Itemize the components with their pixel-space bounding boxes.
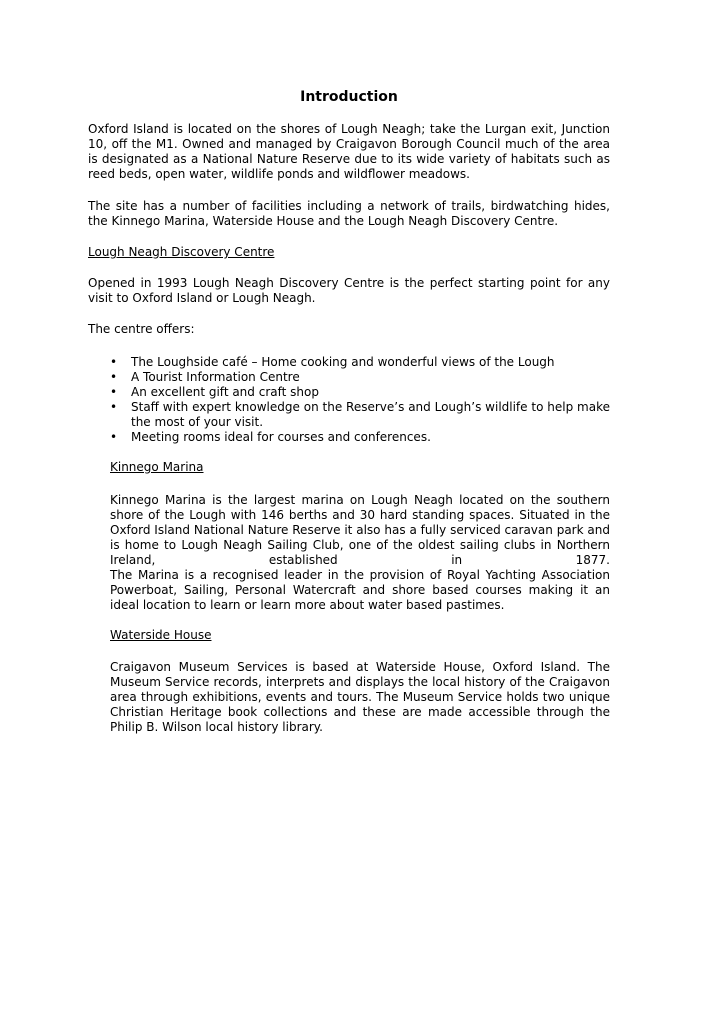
list-item xyxy=(110,430,610,445)
list-item-text: The Loughside café – Home cooking and wonderful views of the Lough xyxy=(131,355,555,369)
kinnego-marina-heading: Kinnego Marina xyxy=(110,460,204,474)
bullet-icon: • xyxy=(110,400,118,414)
bullet-icon: • xyxy=(110,430,118,444)
waterside-house-paragraph: Craigavon Museum Services is based at Waterside House, Oxford Island. The Museum Service records, interprets and displays the local history of the Craigavon area through exhibitions, events and tours. The Museum Service holds two unique Christian Heritage book collections and these are made accessible through the Philip B. Wilson local history library. xyxy=(110,660,610,734)
list-item-text: Staff with expert knowledge on the Reserve’s and Lough’s wildlife to help make the most of your visit. xyxy=(131,400,610,429)
kinnego-marina-paragraph: Kinnego Marina is the largest marina on Lough Neagh located on the southern shore of the Lough with 146 berths and 30 hard standing spaces. Situated in the Oxford Island National Nature Reserve it also has a fully serviced caravan park and is home to Lough Neagh Sailing Club, one of the oldest sailing clubs in Northern Ireland, established in 1877. xyxy=(110,493,610,567)
waterside-house-heading: Waterside House xyxy=(110,628,212,642)
bullet-icon: • xyxy=(110,370,118,384)
list-item xyxy=(110,400,610,430)
list-item-text: Meeting rooms ideal for courses and conferences. xyxy=(131,430,431,444)
list-item xyxy=(110,385,610,400)
list-item xyxy=(110,355,610,370)
bullet-icon: • xyxy=(110,385,118,399)
centre-offers-intro: The centre offers: xyxy=(88,322,195,336)
page-title: Introduction xyxy=(300,89,398,105)
intro-paragraph-2: The site has a number of facilities including a network of trails, birdwatching hides, the Kinnego Marina, Waterside House and the Lough Neagh Discovery Centre. xyxy=(88,199,610,228)
list-item-text: A Tourist Information Centre xyxy=(131,370,300,384)
intro-paragraph-1: Oxford Island is located on the shores of Lough Neagh; take the Lurgan exit, Junction 10, off the M1. Owned and managed by Craigavon Borough Council much of the area is designated as a National Nature Reserve due to its wide variety of habitats such as reed beds, open water, wildlife ponds and wildflower meadows. xyxy=(88,122,610,181)
kinnego-marina-paragraph-tail: The Marina is a recognised leader in the provision of Royal Yachting Association Powerboat, Sailing, Personal Watercraft and shore based courses making it an ideal location to learn or learn more about water based pastimes. xyxy=(110,568,610,612)
bullet-icon: • xyxy=(110,355,118,369)
list-item-text: An excellent gift and craft shop xyxy=(131,385,319,399)
centre-offers-list xyxy=(110,355,610,445)
discovery-centre-paragraph: Opened in 1993 Lough Neagh Discovery Centre is the perfect starting point for any visit to Oxford Island or Lough Neagh. xyxy=(88,276,610,305)
list-item xyxy=(110,370,610,385)
discovery-centre-heading: Lough Neagh Discovery Centre xyxy=(88,245,275,259)
